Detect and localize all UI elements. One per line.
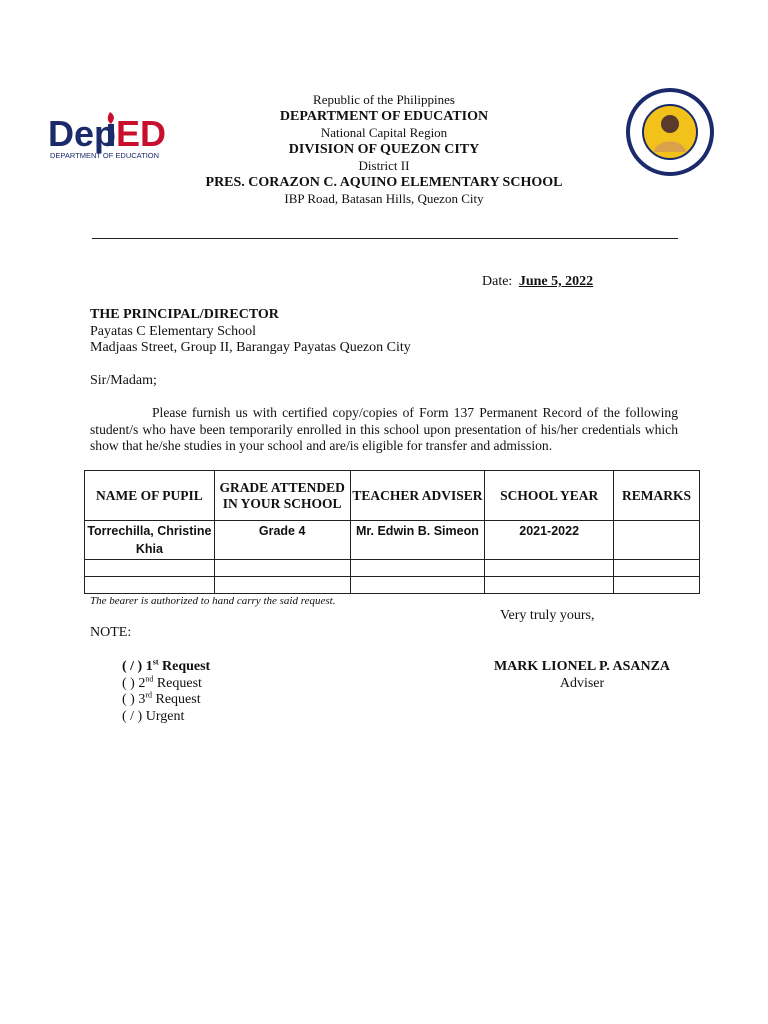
cell-pupil-name: Torrechilla, Christine Khia (85, 521, 215, 560)
addressee-title: THE PRINCIPAL/DIRECTOR (90, 307, 279, 322)
division-line: DIVISION OF QUEZON CITY (288, 141, 480, 157)
cell-school-year: 2021-2022 (485, 521, 614, 560)
logo-subtitle: DEPARTMENT OF EDUCATION (50, 151, 160, 160)
republic-line: Republic of the Philippines (313, 92, 455, 107)
addressee-school: Payatas C Elementary School (90, 323, 257, 339)
school-address-line: IBP Road, Batasan Hills, Quezon City (284, 191, 484, 206)
list-item: ( / ) 1st Request (122, 657, 211, 674)
list-item: ( ) 2nd Request (122, 673, 202, 691)
col-header-remarks: REMARKS (614, 471, 700, 521)
region-line: National Capital Region (320, 125, 448, 140)
addressee-block (90, 307, 411, 357)
list-item: ( / ) Urgent (122, 708, 185, 724)
cell-grade: Grade 4 (214, 521, 350, 560)
list-item: ( ) 3rd Request (122, 690, 201, 707)
closing: Very truly yours, (500, 608, 595, 623)
col-header-grade: GRADE ATTENDED IN YOUR SCHOOL (214, 471, 350, 521)
col-header-adviser: TEACHER ADVISER (350, 471, 485, 521)
letterhead (180, 92, 588, 208)
date-value: June 5, 2022 (518, 274, 594, 289)
district-line: District II (358, 158, 410, 173)
request-list (122, 659, 210, 725)
col-header-school-year: SCHOOL YEAR (485, 471, 614, 521)
date-label: Date: (482, 274, 513, 289)
school-seal (624, 86, 716, 178)
request-paragraph: Please furnish us with certified copy/copies of Form 137 Permanent Record of the following student/s who have been temporarily enrolled in this school upon presentation of his/her credentials which show that he/she studies in your school and are/is eligible for transfer and admission. (90, 405, 678, 453)
addressee-address: Madjaas Street, Group II, Barangay Payatas Quezon City (90, 340, 411, 355)
col-header-name: NAME OF PUPIL (85, 471, 215, 521)
department-line: DEPARTMENT OF EDUCATION (279, 108, 489, 124)
bearer-note: The bearer is authorized to hand carry the said request. (90, 595, 336, 607)
cell-adviser: Mr. Edwin B. Simeon (350, 521, 485, 560)
signatory-block (493, 659, 671, 692)
table-row (85, 577, 700, 594)
note-label: NOTE: (90, 625, 132, 640)
logo-text-right: ED (116, 113, 167, 154)
signatory-role: Adviser (559, 675, 605, 691)
table-row (85, 521, 700, 560)
date-line (482, 274, 593, 291)
signatory-name: MARK LIONEL P. ASANZA (493, 659, 671, 674)
cell-remarks (614, 521, 700, 560)
deped-logo (48, 106, 178, 164)
logo-text-left: Dep (48, 113, 117, 154)
school-name-line: PRES. CORAZON C. AQUINO ELEMENTARY SCHOOL (205, 174, 563, 190)
header-divider (92, 238, 678, 239)
table-row (85, 560, 700, 577)
student-table (84, 470, 700, 594)
salutation: Sir/Madam; (90, 373, 157, 388)
table-header-row (85, 471, 700, 521)
